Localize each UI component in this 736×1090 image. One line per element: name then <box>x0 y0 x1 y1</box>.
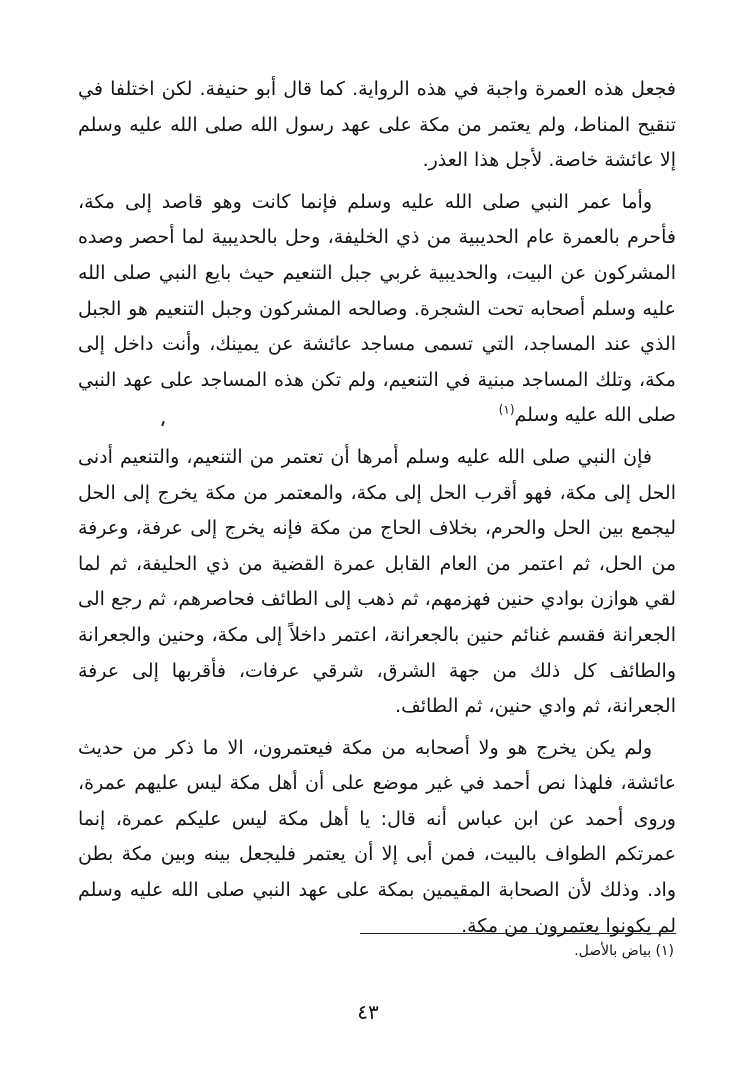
paragraph-2-text: وأما عمر النبي صلى الله عليه وسلم فإنما كانت وهو قاصد إلى مكة، فأحرم بالعمرة عام الحديبية من ذي الخليفة، وحل بالحديبية لما أحصر وصده المشركون عن البيت، والحديبية غربي جبل التنعيم حيث بايع النبي صلى الله عليه وسلم أصحابه تحت الشجرة. وصالحه المشركون وجبل التنعيم هو الجبل الذي عند المساجد، التي تسمى مساجد عائشة عن يمينك، وأنت داخل إلى مكة، وتلك المساجد مبنية في التنعيم، ولم تكن هذه المساجد على عهد النبي صلى الله عليه وسلم <box>78 190 676 427</box>
body-text <box>78 72 676 950</box>
paragraph-1-text: فجعل هذه العمرة واجبة في هذه الرواية. كما قال أبو حنيفة. لكن اختلفا في تنقيح المناط، ولم يعتمر من مكة على عهد رسول الله صلى الله عليه وسلم إلا عائشة خاصة. لأجل هذا العذر. <box>78 78 676 172</box>
paragraph-3-text: فإن النبي صلى الله عليه وسلم أمرها أن تعتمر من التنعيم، والتنعيم أدنى الحل إلى مكة، فهو أقرب الحل إلى مكة، والمعتمر من مكة يخرج إلى الحل ليجمع بين الحل والحرم، بخلاف الحاج من مكة فإنه يخرج إلى عرفة، وعرفة من الحل، ثم اعتمر من العام القابل عمرة القضية من ذي الحليفة، ثم لما لقي هوازن بوادي حنين فهزمهم، ثم ذهب إلى الطائف فحاصرهم، ثم رجع الى الجعرانة فقسم غنائم حنين بالجعرانة، اعتمر داخلاً إلى مكة، وحنين والجعرانة والطائف كل ذلك من جهة الشرق، شرقي عرفات، فأقربها إلى عرفة الجعرانة، ثم وادي حنين، ثم الطائف. <box>78 445 676 718</box>
page-number: ٤٣ <box>357 1000 379 1024</box>
paragraph-3 <box>78 440 676 725</box>
paragraph-1 <box>78 72 676 179</box>
footnote-reference: (١) <box>498 403 515 418</box>
footnote: (١) بياض بالأصل. <box>574 943 674 959</box>
paragraph-4 <box>78 731 676 945</box>
footnote-separator <box>360 933 676 934</box>
paragraph-2 <box>78 185 676 434</box>
paragraph-4-text: ولم يكن يخرج هو ولا أصحابه من مكة فيعتمرون، الا ما ذكر من حديث عائشة، فلهذا نص أحمد في غير موضع على أن أهل مكة ليس عليهم عمرة، وروى أحمد عن ابن عباس أنه قال: يا أهل مكة ليس عليكم عمرة، إنما عمرتكم الطواف بالبيت، فمن أبى إلا أن يعتمر فليجعل بينه وبين مكة بطن واد. وذلك لأن الصحابة المقيمين بمكة على عهد النبي صلى الله عليه وسلم لم يكونوا يعتمرون من مكة. <box>78 736 676 937</box>
